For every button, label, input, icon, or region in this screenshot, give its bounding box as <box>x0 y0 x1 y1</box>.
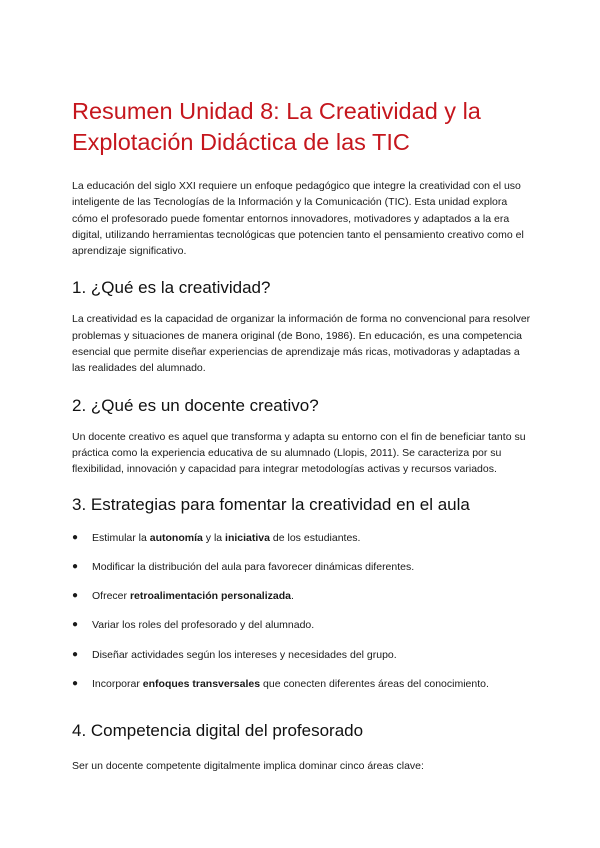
list-item: ● Ofrecer retroalimentación personalizada. <box>72 588 532 604</box>
intro-paragraph: La educación del siglo XXI requiere un enfoque pedagógico que integre la creatividad con el uso inteligente de las Tecnologías de la Información y la Comunicación (TIC). Esta unidad explora cómo el profesorado puede fomentar entornos innovadores, motivadores y adaptados a la era digital, utilizando herramientas tecnológicas que potencien tanto el pensamiento creativo como el aprendizaje significativo. <box>72 180 524 258</box>
bullet-icon: ● <box>72 648 79 660</box>
bullet-icon: ● <box>72 678 79 690</box>
bold-term: autonomía <box>149 531 203 544</box>
document-content <box>72 96 532 775</box>
section-estrategias <box>72 494 532 693</box>
bold-term: retroalimentación personalizada <box>129 590 291 603</box>
document-title: Resumen Unidad 8: La Creatividad y la Explotación Didáctica de las TIC <box>72 98 481 155</box>
section-heading: 2. ¿Qué es un docente creativo? <box>72 395 319 415</box>
section-creatividad <box>72 277 532 376</box>
bullet-icon: ● <box>72 619 79 631</box>
section-paragraph: La creatividad es la capacidad de organizar la información de forma no convencional para resolver problemas y situaciones de manera original (de Bono, 1986). En educación, es una competencia esencial que permite diseñar experiencias de aprendizaje más ricas, motivadoras y adaptadas a las realidades del alumnado. <box>72 313 531 375</box>
list-item: ● Variar los roles del profesorado y del alumnado. <box>72 617 532 633</box>
list-item: ● Diseñar actividades según los intereses y necesidades del grupo. <box>72 647 532 663</box>
strategies-list <box>72 530 532 693</box>
list-item: ● Estimular la autonomía y la iniciativa de los estudiantes. <box>72 530 532 546</box>
bullet-icon: ● <box>72 560 79 572</box>
bold-term: iniciativa <box>225 531 270 544</box>
section-heading: 4. Competencia digital del profesorado <box>72 721 364 741</box>
section-paragraph: Ser un docente competente digitalmente implica dominar cinco áreas clave: <box>72 760 424 773</box>
section-heading: 1. ¿Qué es la creatividad? <box>72 278 271 298</box>
bullet-icon: ● <box>72 531 79 543</box>
list-item: ● Modificar la distribución del aula para favorecer dinámicas diferentes. <box>72 559 532 575</box>
list-item: ● Incorporar enfoques transversales que conecten diferentes áreas del conocimiento. <box>72 676 532 692</box>
bold-term: enfoques transversales <box>142 678 261 691</box>
section-paragraph: Un docente creativo es aquel que transforma y adapta su entorno con el fin de beneficiar tanto su práctica como la experiencia educativa de su alumnado (Llopis, 2011). Se caracteriza por su flexibilidad, innovación y capacidad para integrar metodologías activas y recursos variados. <box>72 430 526 476</box>
section-docente-creativo <box>72 395 532 478</box>
bullet-icon: ● <box>72 590 79 602</box>
section-heading: 3. Estrategias para fomentar la creatividad en el aula <box>72 494 470 514</box>
section-competencia-digital <box>72 720 532 774</box>
